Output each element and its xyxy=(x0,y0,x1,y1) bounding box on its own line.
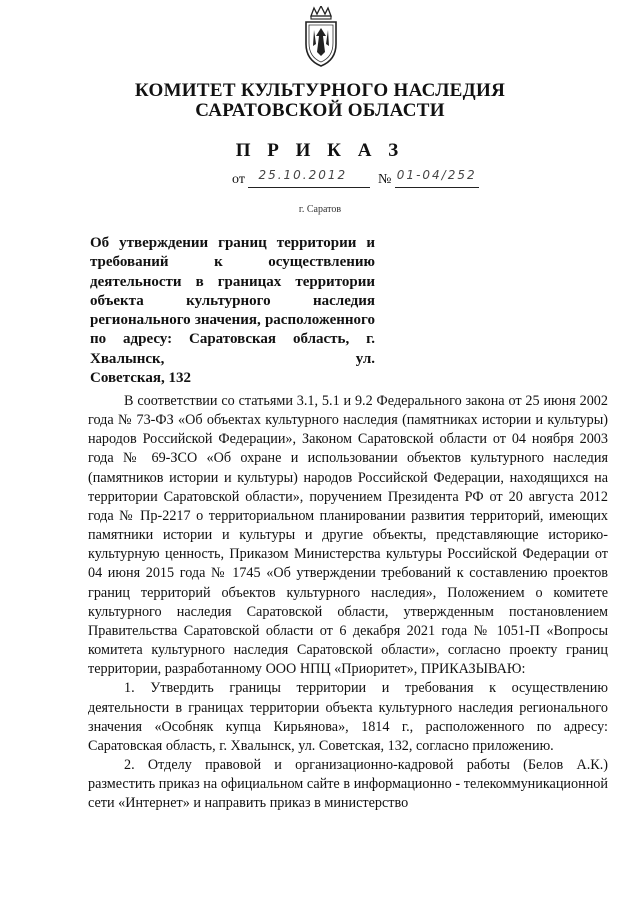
organization-name-line2: САРАТОВСКОЙ ОБЛАСТИ xyxy=(195,100,445,121)
body-paragraph-preamble: В соответствии со статьями 3.1, 5.1 и 9.2 Федерального закона от 25 июня 2002 года № 73-ФЗ «Об объектах культурного наследия (памятниках истории и культуры) народов Российской Федерации», Законом Саратовской области от 04 ноября 2003 года № 69-ЗСО «Об охране и использовании объектов культурного наследия (памятников истории и культуры) народов Российской Федерации, находящихся на территории Саратовской области», поручением Президента РФ от 20 августа 2012 года № Пр-2217 о территориальном планировании развития территорий, имеющих памятники истории и культуры и другие объекты, представляющие историко-культурную ценность, Приказом Министерства культуры Российской Федерации от 04 июня 2015 года № 1745 «Об утверждении требований к составлению проектов границ территорий объектов культурного наследия», Положением о комитете культурного наследия Саратовской области, утвержденным постановлением Правительства Саратовской области от 6 декабря 2021 года № 1051-П «Вопросы комитета культурного наследия Саратовской области», согласно проекту границ территории, разработанному ООО НПЦ «Приоритет», ПРИКАЗЫВАЮ: xyxy=(88,393,608,678)
date-number-line xyxy=(232,168,479,188)
organization-name-line1: КОМИТЕТ КУЛЬТУРНОГО НАСЛЕДИЯ xyxy=(134,80,506,101)
number-field xyxy=(395,168,479,188)
date-label: от xyxy=(232,172,245,187)
body-paragraph-item-1: 1. Утвердить границы территории и требования к осуществлению деятельности в границах территории объекта культурного наследия регионального значения «Особняк купца Кирьянова», 1814 г., расположенного по адресу: Саратовская область, г. Хвалынск, ул. Советская, 132, согласно приложению. xyxy=(88,680,608,754)
coat-of-arms-icon xyxy=(300,6,342,68)
document-type-title: П Р И К А З xyxy=(235,140,405,161)
date-field xyxy=(248,168,370,188)
body-paragraph-item-2: 2. Отделу правовой и организационно-кадровой работы (Белов А.К.) разместить приказ на официальном сайте в информационно - телекоммуникационной сети «Интернет» и направить приказ в министерство xyxy=(88,756,608,812)
subject-last-line: Советская, 132 xyxy=(90,370,191,387)
city-label: г. Саратов xyxy=(298,204,342,215)
number-label: № xyxy=(377,172,392,187)
subject-text: Об утверждении границ территории и требований к осуществлению деятельности в границах территории объекта культурного наследия регионального значения, расположенного по адресу: Саратовская область, г. Хвалынск, ул. xyxy=(90,235,375,367)
document-subject xyxy=(90,234,375,388)
date-value: 25.10.2012 xyxy=(258,168,348,182)
document-body xyxy=(88,392,608,813)
number-value: 01-04/252 xyxy=(396,168,477,182)
